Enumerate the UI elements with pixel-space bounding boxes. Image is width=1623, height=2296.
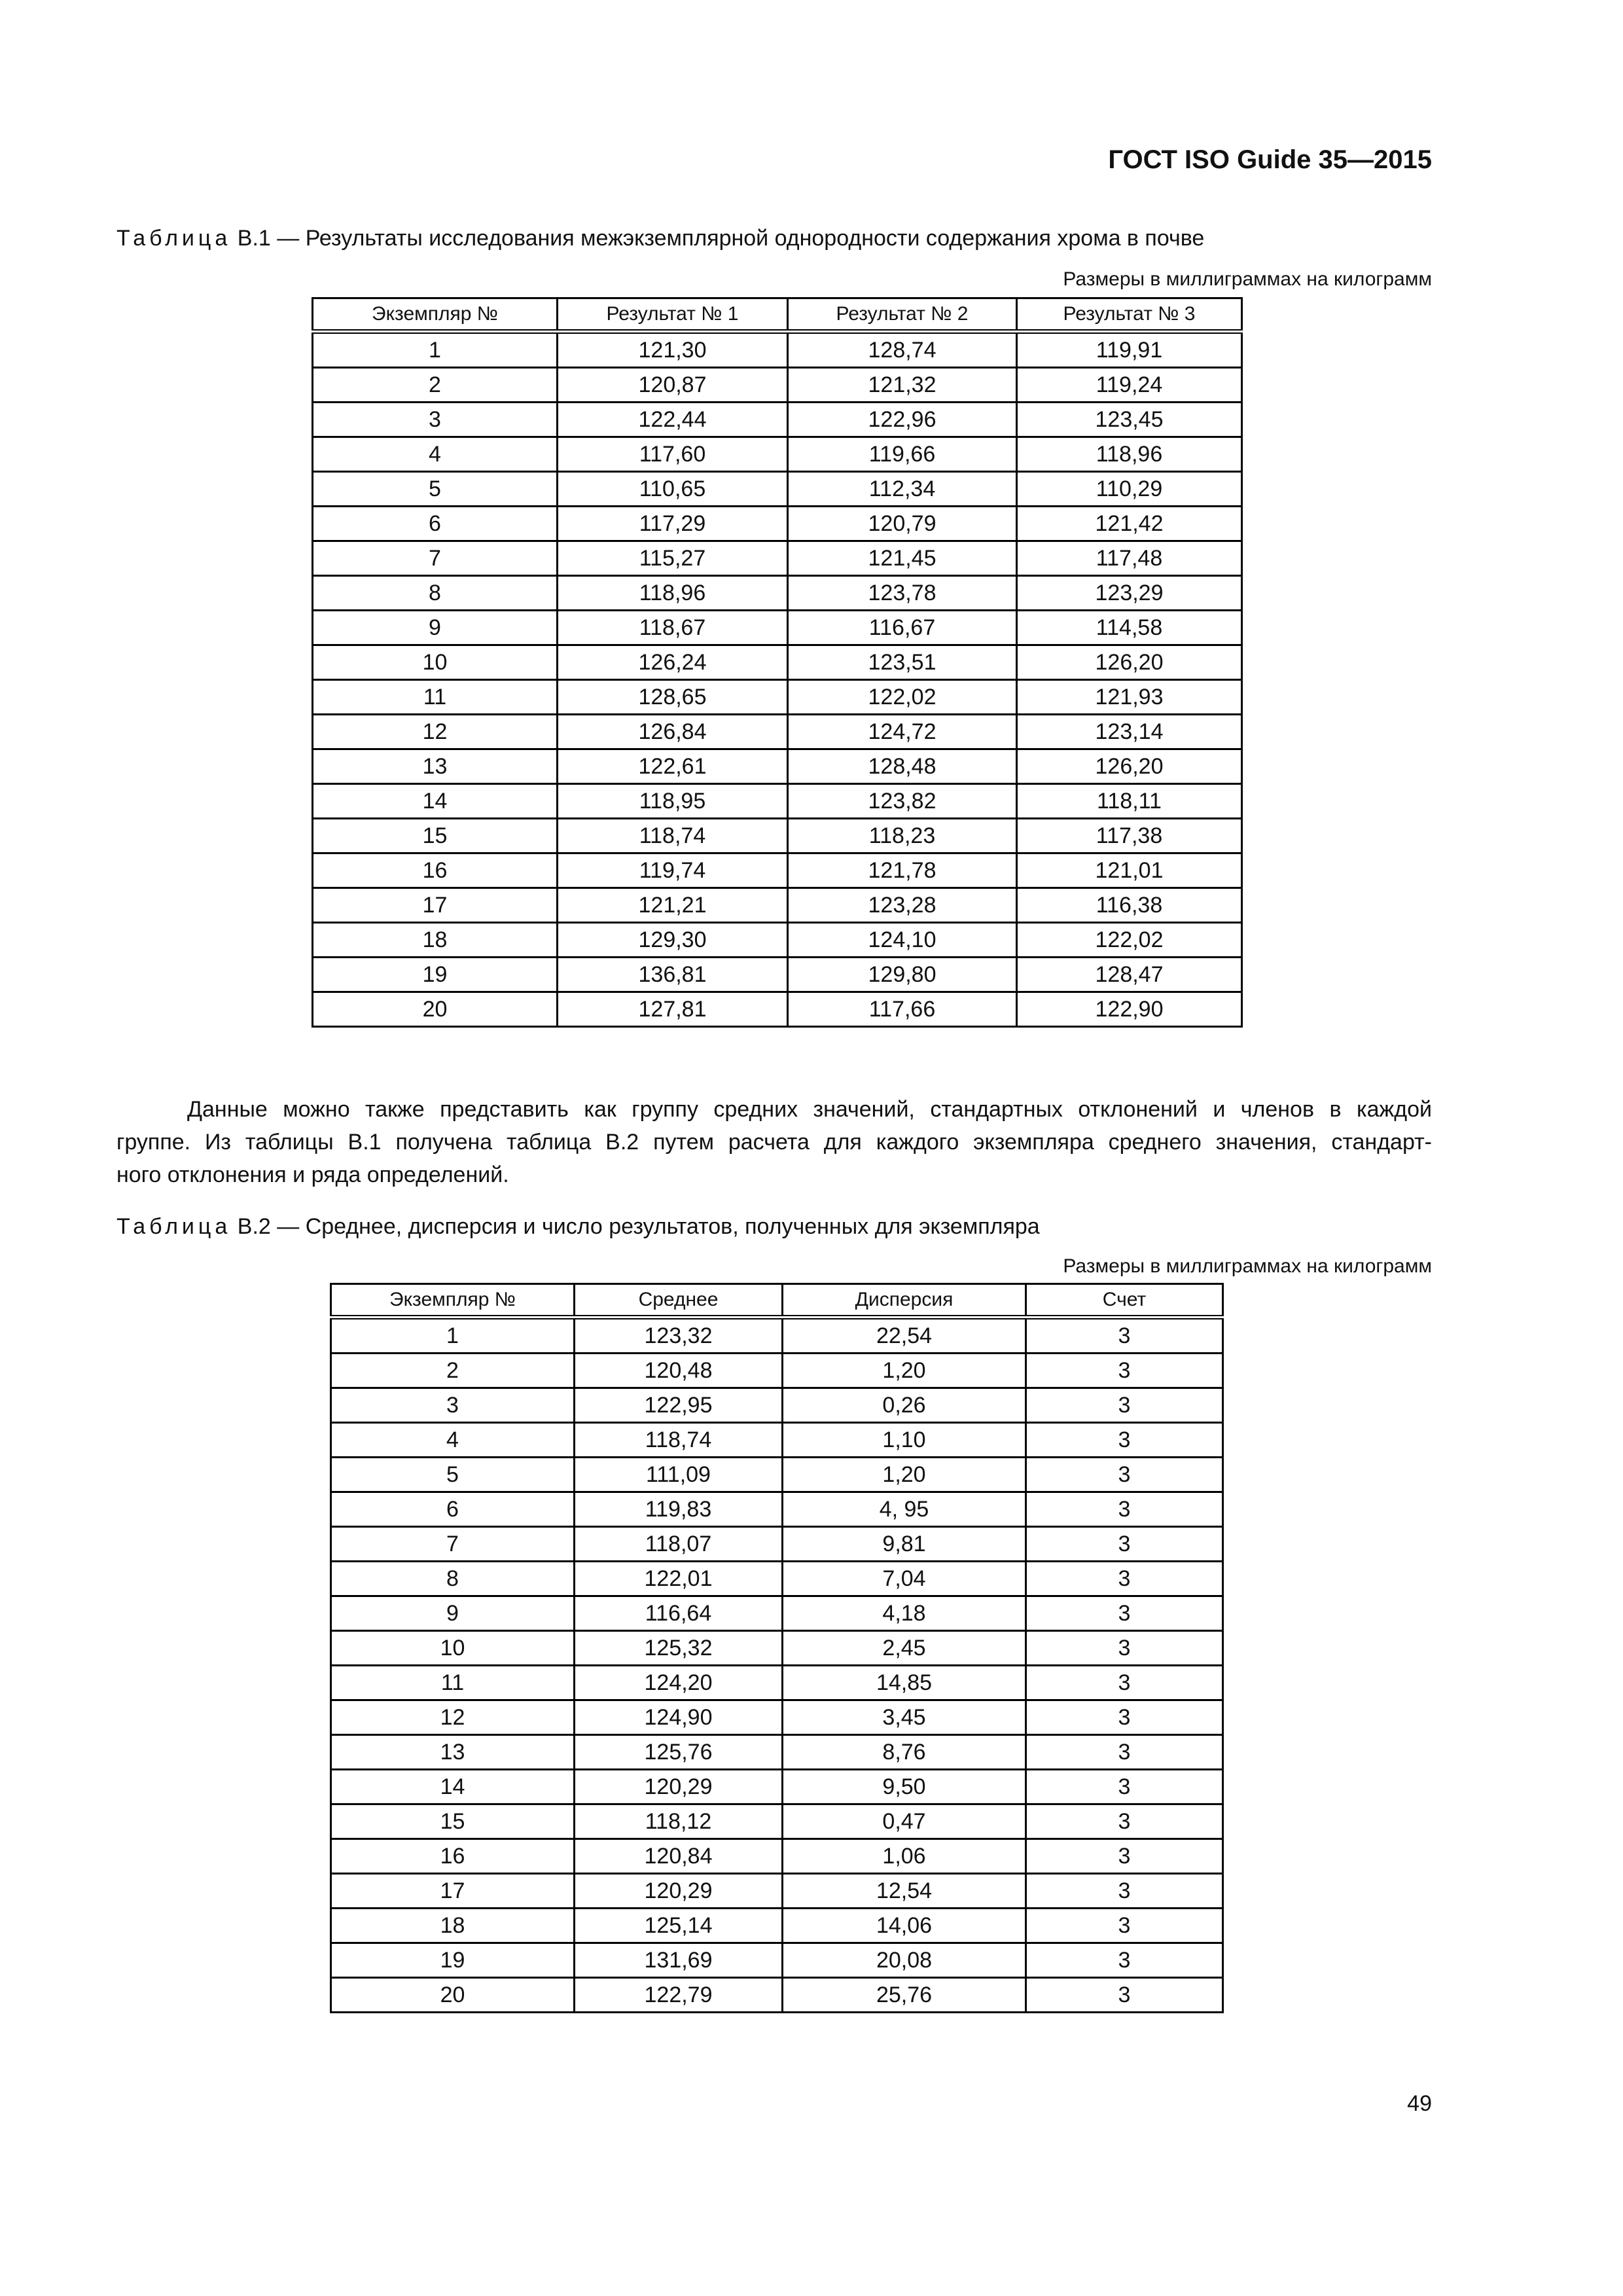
table2-cell: 19 xyxy=(331,1943,575,1978)
table1-row xyxy=(313,819,1242,853)
table1-cell: 6 xyxy=(313,507,558,541)
table2-row xyxy=(331,1666,1223,1700)
table1-header-cell: Результат № 2 xyxy=(788,298,1017,332)
table2-cell: 4,18 xyxy=(783,1596,1026,1631)
table2-cell: 3 xyxy=(1026,1458,1223,1492)
table1-cell: 124,10 xyxy=(788,923,1017,958)
table1-cell: 121,30 xyxy=(558,332,788,368)
table2-row xyxy=(331,1492,1223,1527)
table2-cell: 3 xyxy=(1026,1700,1223,1735)
table1-cell: 126,24 xyxy=(558,645,788,680)
table1-cell: 136,81 xyxy=(558,958,788,992)
table1-header-cell: Экземпляр № xyxy=(313,298,558,332)
table2-caption-text: В.2 — Среднее, дисперсия и число результатов, полученных для экземпляра xyxy=(237,1214,1040,1239)
table2-cell: 22,54 xyxy=(783,1318,1026,1354)
table2-cell: 0,47 xyxy=(783,1804,1026,1839)
table1-row xyxy=(313,958,1242,992)
table2-cell: 3 xyxy=(1026,1909,1223,1943)
table1-cell: 122,44 xyxy=(558,403,788,437)
table1-cell: 118,96 xyxy=(558,576,788,611)
table1-caption-label: Таблица xyxy=(116,226,232,251)
table2-caption xyxy=(116,1214,1040,1240)
table2-cell: 1,20 xyxy=(783,1458,1026,1492)
table2-cell: 3 xyxy=(1026,1318,1223,1354)
table2-cell: 17 xyxy=(331,1874,575,1909)
paragraph-line: группе. Из таблицы В.1 получена таблица В.2 путем расчета для каждого экземпляра среднего значения, стандарт- xyxy=(116,1130,1432,1155)
table2-row xyxy=(331,1388,1223,1423)
table2-cell: 9,81 xyxy=(783,1527,1026,1562)
table2-cell: 1,20 xyxy=(783,1354,1026,1388)
table1-cell: 121,21 xyxy=(558,888,788,923)
table1-cell: 123,78 xyxy=(788,576,1017,611)
table2-cell: 2,45 xyxy=(783,1631,1026,1666)
table2-cell: 20,08 xyxy=(783,1943,1026,1978)
table1-cell: 118,67 xyxy=(558,611,788,645)
table1-cell: 128,47 xyxy=(1017,958,1242,992)
table1-row xyxy=(313,784,1242,819)
table1-cell: 126,20 xyxy=(1017,645,1242,680)
table2-cell: 119,83 xyxy=(575,1492,783,1527)
table1-row xyxy=(313,923,1242,958)
table2-cell: 120,29 xyxy=(575,1874,783,1909)
table1-row xyxy=(313,576,1242,611)
table1-cell: 115,27 xyxy=(558,541,788,576)
table2-row xyxy=(331,1978,1223,2013)
table1-row xyxy=(313,472,1242,507)
table1-cell: 112,34 xyxy=(788,472,1017,507)
table2-cell: 11 xyxy=(331,1666,575,1700)
page-number: 49 xyxy=(1407,2091,1432,2116)
table1-cell: 123,45 xyxy=(1017,403,1242,437)
table1-cell: 122,90 xyxy=(1017,992,1242,1027)
table1-cell: 110,65 xyxy=(558,472,788,507)
table2-cell: 7 xyxy=(331,1527,575,1562)
table1-cell: 123,82 xyxy=(788,784,1017,819)
table1-cell: 8 xyxy=(313,576,558,611)
table2-cell: 125,32 xyxy=(575,1631,783,1666)
table2-cell: 3 xyxy=(1026,1423,1223,1458)
table2-cell: 118,12 xyxy=(575,1804,783,1839)
table1-cell: 1 xyxy=(313,332,558,368)
table2-row xyxy=(331,1700,1223,1735)
table2-row xyxy=(331,1318,1223,1354)
table1-cell: 121,42 xyxy=(1017,507,1242,541)
table2-cell: 20 xyxy=(331,1978,575,2013)
table2-cell: 3 xyxy=(1026,1527,1223,1562)
table2-units: Размеры в миллиграммах на килограмм xyxy=(1063,1255,1432,1277)
table1-row xyxy=(313,715,1242,749)
table1-cell: 124,72 xyxy=(788,715,1017,749)
table2-cell: 3 xyxy=(1026,1596,1223,1631)
table2-cell: 3 xyxy=(1026,1388,1223,1423)
table2-cell: 120,29 xyxy=(575,1770,783,1804)
table1-cell: 2 xyxy=(313,368,558,403)
table1-cell: 17 xyxy=(313,888,558,923)
table2-row xyxy=(331,1874,1223,1909)
table1-cell: 119,24 xyxy=(1017,368,1242,403)
table2-header-row xyxy=(331,1284,1223,1318)
table2-cell: 16 xyxy=(331,1839,575,1874)
table1-cell: 118,74 xyxy=(558,819,788,853)
table1-cell: 123,29 xyxy=(1017,576,1242,611)
table2-row xyxy=(331,1770,1223,1804)
table2-cell: 3 xyxy=(331,1388,575,1423)
table2-cell: 125,14 xyxy=(575,1909,783,1943)
table1-row xyxy=(313,368,1242,403)
table2-cell: 3 xyxy=(1026,1562,1223,1596)
table1-cell: 128,48 xyxy=(788,749,1017,784)
table2-cell: 120,48 xyxy=(575,1354,783,1388)
table1-cell: 120,79 xyxy=(788,507,1017,541)
table2-cell: 9 xyxy=(331,1596,575,1631)
table2-row xyxy=(331,1804,1223,1839)
table2-header-cell: Дисперсия xyxy=(783,1284,1026,1318)
table1-cell: 4 xyxy=(313,437,558,472)
table2-cell: 3 xyxy=(1026,1943,1223,1978)
table2-cell: 131,69 xyxy=(575,1943,783,1978)
table1-cell: 114,58 xyxy=(1017,611,1242,645)
table1-row xyxy=(313,645,1242,680)
table1-cell: 15 xyxy=(313,819,558,853)
table2-cell: 6 xyxy=(331,1492,575,1527)
table1-cell: 129,30 xyxy=(558,923,788,958)
paragraph-line: Данные можно также представить как группу средних значений, стандартных отклонений и членов в каждой xyxy=(187,1097,1432,1122)
table2-cell: 123,32 xyxy=(575,1318,783,1354)
table1-cell: 116,38 xyxy=(1017,888,1242,923)
table1-cell: 122,02 xyxy=(1017,923,1242,958)
table1-row xyxy=(313,749,1242,784)
table1-row xyxy=(313,541,1242,576)
table1-cell: 10 xyxy=(313,645,558,680)
table2-row xyxy=(331,1458,1223,1492)
table2-cell: 8,76 xyxy=(783,1735,1026,1770)
table2-cell: 118,74 xyxy=(575,1423,783,1458)
table1-row xyxy=(313,403,1242,437)
table2-row xyxy=(331,1354,1223,1388)
table1-cell: 20 xyxy=(313,992,558,1027)
table1-row xyxy=(313,611,1242,645)
table2-cell: 12,54 xyxy=(783,1874,1026,1909)
table1-cell: 122,02 xyxy=(788,680,1017,715)
table2-header-cell: Экземпляр № xyxy=(331,1284,575,1318)
table1-cell: 118,95 xyxy=(558,784,788,819)
table1-cell: 5 xyxy=(313,472,558,507)
table1-cell: 117,60 xyxy=(558,437,788,472)
table2-cell: 3 xyxy=(1026,1804,1223,1839)
table1-cell: 16 xyxy=(313,853,558,888)
table1-cell: 121,93 xyxy=(1017,680,1242,715)
table2-cell: 111,09 xyxy=(575,1458,783,1492)
table1-cell: 110,29 xyxy=(1017,472,1242,507)
table1-units: Размеры в миллиграммах на килограмм xyxy=(1063,268,1432,290)
table2-cell: 1 xyxy=(331,1318,575,1354)
table1-cell: 121,01 xyxy=(1017,853,1242,888)
table2-cell: 18 xyxy=(331,1909,575,1943)
table2-cell: 2 xyxy=(331,1354,575,1388)
table2-cell: 3 xyxy=(1026,1666,1223,1700)
table1-cell: 123,28 xyxy=(788,888,1017,923)
table2-row xyxy=(331,1839,1223,1874)
table1-header-cell: Результат № 1 xyxy=(558,298,788,332)
table1-cell: 119,91 xyxy=(1017,332,1242,368)
table1-cell: 117,29 xyxy=(558,507,788,541)
table2-row xyxy=(331,1596,1223,1631)
table1-row xyxy=(313,853,1242,888)
table2-row xyxy=(331,1735,1223,1770)
table2-header-cell: Среднее xyxy=(575,1284,783,1318)
table1-cell: 3 xyxy=(313,403,558,437)
table1-cell: 9 xyxy=(313,611,558,645)
table1-cell: 116,67 xyxy=(788,611,1017,645)
table2-cell: 4, 95 xyxy=(783,1492,1026,1527)
table1-caption-text: В.1 — Результаты исследования межэкземплярной однородности содержания хрома в почве xyxy=(237,226,1205,251)
table2-cell: 122,79 xyxy=(575,1978,783,2013)
table1-header-row xyxy=(313,298,1242,332)
table1-cell: 119,66 xyxy=(788,437,1017,472)
table2-row xyxy=(331,1943,1223,1978)
table1-header-cell: Результат № 3 xyxy=(1017,298,1242,332)
table2-cell: 3 xyxy=(1026,1770,1223,1804)
table2-cell: 8 xyxy=(331,1562,575,1596)
table1-cell: 128,74 xyxy=(788,332,1017,368)
table2-cell: 125,76 xyxy=(575,1735,783,1770)
table2-cell: 124,20 xyxy=(575,1666,783,1700)
table1-cell: 122,61 xyxy=(558,749,788,784)
table1-cell: 118,11 xyxy=(1017,784,1242,819)
table2-cell: 4 xyxy=(331,1423,575,1458)
table1-cell: 121,78 xyxy=(788,853,1017,888)
table2-cell: 10 xyxy=(331,1631,575,1666)
table2-cell: 124,90 xyxy=(575,1700,783,1735)
table1-row xyxy=(313,680,1242,715)
table1-row xyxy=(313,332,1242,368)
table2-cell: 122,01 xyxy=(575,1562,783,1596)
table1-cell: 18 xyxy=(313,923,558,958)
table2-cell: 3 xyxy=(1026,1874,1223,1909)
table2-cell: 13 xyxy=(331,1735,575,1770)
table1-caption xyxy=(116,226,1204,251)
table1-cell: 122,96 xyxy=(788,403,1017,437)
paragraph-line: ного отклонения и ряда определений. xyxy=(116,1162,509,1187)
table2-cell: 12 xyxy=(331,1700,575,1735)
table2-cell: 3,45 xyxy=(783,1700,1026,1735)
table2-cell: 14,06 xyxy=(783,1909,1026,1943)
table2-row xyxy=(331,1909,1223,1943)
table2-cell: 3 xyxy=(1026,1354,1223,1388)
table1-row xyxy=(313,888,1242,923)
table2-cell: 120,84 xyxy=(575,1839,783,1874)
table2-cell: 1,10 xyxy=(783,1423,1026,1458)
table2-cell: 116,64 xyxy=(575,1596,783,1631)
table1-cell: 123,14 xyxy=(1017,715,1242,749)
table2-cell: 15 xyxy=(331,1804,575,1839)
table1-cell: 13 xyxy=(313,749,558,784)
table1-cell: 129,80 xyxy=(788,958,1017,992)
table1-cell: 118,23 xyxy=(788,819,1017,853)
table1-cell: 127,81 xyxy=(558,992,788,1027)
table2-cell: 118,07 xyxy=(575,1527,783,1562)
table2-header-cell: Счет xyxy=(1026,1284,1223,1318)
table2-row xyxy=(331,1631,1223,1666)
table1-cell: 11 xyxy=(313,680,558,715)
table2-cell: 25,76 xyxy=(783,1978,1026,2013)
table2-cell: 1,06 xyxy=(783,1839,1026,1874)
table1-cell: 128,65 xyxy=(558,680,788,715)
table2-cell: 14 xyxy=(331,1770,575,1804)
table2-cell: 122,95 xyxy=(575,1388,783,1423)
table2-row xyxy=(331,1423,1223,1458)
table1-row xyxy=(313,437,1242,472)
table1-cell: 123,51 xyxy=(788,645,1017,680)
body-paragraph xyxy=(116,1093,1432,1191)
table1-cell: 7 xyxy=(313,541,558,576)
table1-cell: 117,38 xyxy=(1017,819,1242,853)
table2-cell: 3 xyxy=(1026,1978,1223,2013)
table2-cell: 14,85 xyxy=(783,1666,1026,1700)
table2-cell: 9,50 xyxy=(783,1770,1026,1804)
table1-cell: 119,74 xyxy=(558,853,788,888)
table1-cell: 126,20 xyxy=(1017,749,1242,784)
table1-cell: 117,66 xyxy=(788,992,1017,1027)
table2 xyxy=(330,1283,1224,2013)
table1-row xyxy=(313,992,1242,1027)
table2-cell: 7,04 xyxy=(783,1562,1026,1596)
table1-cell: 118,96 xyxy=(1017,437,1242,472)
document-header: ГОСТ ISO Guide 35—2015 xyxy=(1108,145,1432,174)
table1-cell: 126,84 xyxy=(558,715,788,749)
table2-caption-label: Таблица xyxy=(116,1214,232,1239)
table1-cell: 120,87 xyxy=(558,368,788,403)
table1 xyxy=(312,297,1243,1028)
table1-cell: 121,32 xyxy=(788,368,1017,403)
table2-cell: 5 xyxy=(331,1458,575,1492)
table1-row xyxy=(313,507,1242,541)
table2-row xyxy=(331,1527,1223,1562)
table2-cell: 3 xyxy=(1026,1631,1223,1666)
table2-cell: 3 xyxy=(1026,1839,1223,1874)
table1-cell: 121,45 xyxy=(788,541,1017,576)
table1-cell: 14 xyxy=(313,784,558,819)
table1-cell: 117,48 xyxy=(1017,541,1242,576)
table2-row xyxy=(331,1562,1223,1596)
table2-cell: 0,26 xyxy=(783,1388,1026,1423)
table1-cell: 12 xyxy=(313,715,558,749)
table1-cell: 19 xyxy=(313,958,558,992)
table2-cell: 3 xyxy=(1026,1735,1223,1770)
table2-cell: 3 xyxy=(1026,1492,1223,1527)
